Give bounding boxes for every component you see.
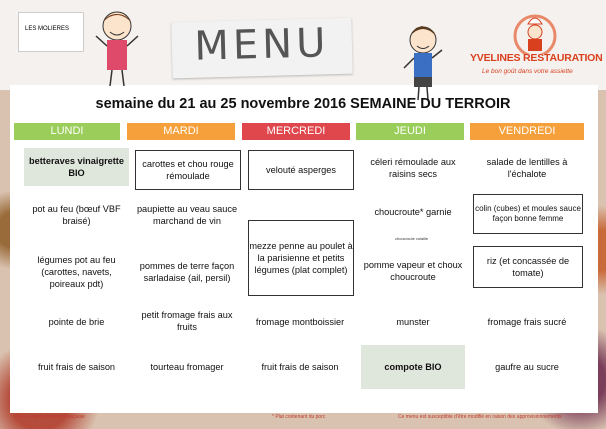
jeudi-entree: céleri rémoulade aux raisins secs (370, 157, 456, 179)
footer-modification-note: Ce menu est susceptible d'être modifié en raison des approvisionnements (398, 414, 562, 420)
vendredi-entree: salade de lentilles à l'échalote (486, 157, 568, 179)
header-jeudi: JEUDI (356, 123, 464, 140)
week-title: semaine du 21 au 25 novembre 2016 SEMAINE DU TERROIR (95, 96, 511, 112)
jeudi-fromage: munster (396, 317, 430, 327)
jeudi-accompagnement: pomme vapeur et choux choucroute (363, 260, 463, 282)
yvelines-restauration-logo (470, 10, 603, 85)
mardi-accompagnement: pommes de terre façon sarladaise (ail, persil) (139, 261, 235, 283)
menu-title-board (171, 18, 352, 79)
mardi-entree: carottes et chou rouge rémoulade (135, 150, 241, 190)
mardi-dessert: tourteau fromager (150, 362, 224, 372)
lundi-dessert: fruit frais de saison (37, 362, 116, 372)
mardi-plat: paupiette au veau sauce marchand de vin (136, 204, 238, 226)
school-name: LES MOLIERES (25, 26, 70, 32)
jeudi-plat: choucroute* garnie (374, 207, 452, 217)
vendredi-dessert: gaufre au sucre (495, 362, 559, 372)
mercredi-fromage: fromage montboissier (255, 317, 345, 327)
school-box (18, 12, 84, 52)
mercredi-dessert: fruit frais de saison (261, 362, 339, 372)
mardi-fromage: petit fromage frais aux fruits (141, 310, 233, 332)
header-mardi: MARDI (127, 123, 235, 140)
page-title: MENU (193, 20, 330, 70)
chef-logo-icon (470, 10, 600, 54)
header-vendredi: VENDREDI (470, 123, 584, 140)
lundi-fromage: pointe de brie (48, 317, 105, 327)
vendredi-accompagnement: riz (et concassée de tomate) (473, 246, 583, 288)
lundi-plat: pot au feu (bœuf VBF braisé) (32, 204, 121, 226)
girl-illustration (92, 6, 142, 90)
mercredi-plat-complet: mezze penne au poulet à la parisienne et petits légumes (plat complet) (248, 220, 354, 296)
vendredi-fromage: fromage frais sucré (487, 317, 567, 327)
header-lundi: LUNDI (14, 123, 120, 140)
lundi-entree: betteraves vinaigrette BIO (24, 148, 129, 186)
header-mercredi: MERCREDI (242, 123, 350, 140)
logo-tagline: Le bon goût dans votre assiette (482, 68, 573, 75)
jeudi-dessert: compote BIO (361, 345, 465, 389)
footer-porc-note: * Plat contenant du porc (272, 414, 326, 420)
lundi-accompagnement: légumes pot au feu (carottes, navets, poireaux pdt) (37, 255, 116, 289)
footer-vbf-note: VBF = Viande Bovine Française (14, 414, 85, 420)
jeudi-plat-note: choucroute volaille (395, 236, 429, 241)
vendredi-plat: colin (cubes) et moules sauce façon bonne femme (473, 194, 583, 234)
mercredi-entree: velouté asperges (248, 150, 354, 190)
logo-name: YVELINES RESTAURATION (470, 52, 603, 64)
boy-illustration (398, 22, 448, 102)
